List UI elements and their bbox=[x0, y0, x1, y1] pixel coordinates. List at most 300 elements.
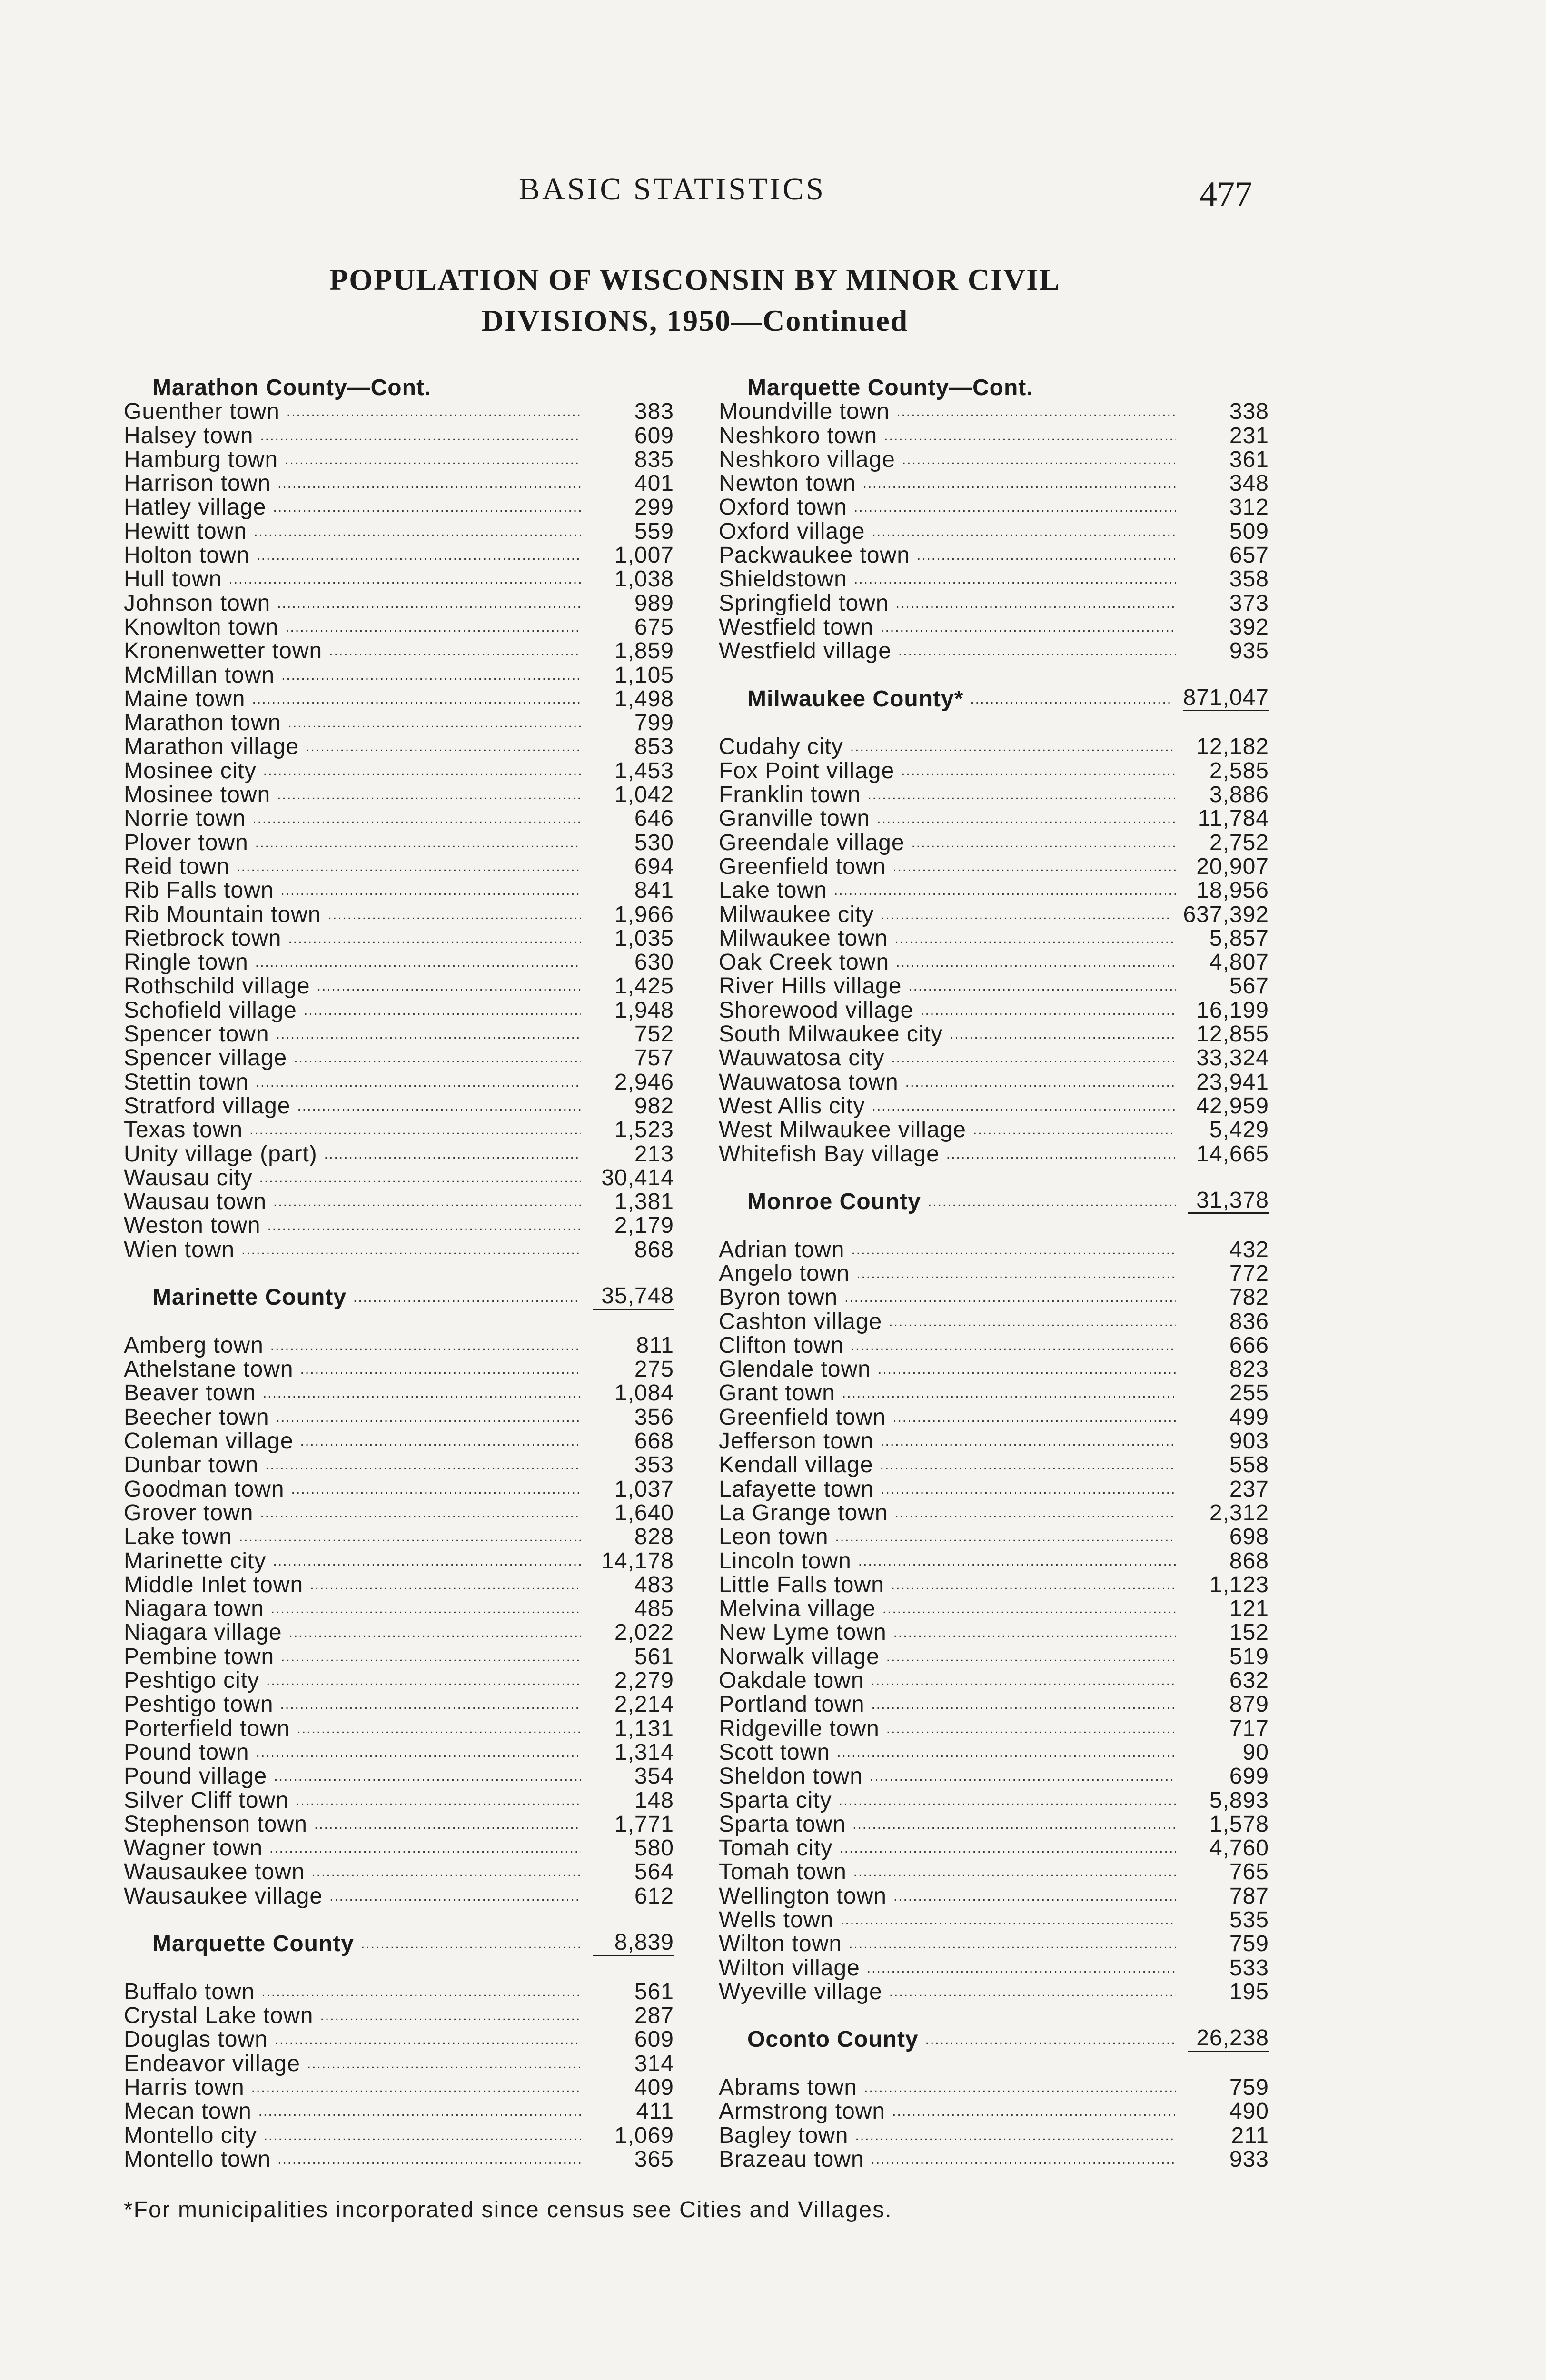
table-row bbox=[719, 879, 1269, 902]
table-row bbox=[719, 759, 1269, 783]
table-row bbox=[124, 1214, 674, 1238]
population-value: 632 bbox=[1229, 1669, 1269, 1693]
county-rows bbox=[124, 1980, 674, 2172]
municipality-name: Moundville town bbox=[719, 400, 890, 424]
dot-leader bbox=[902, 448, 1176, 472]
municipality-name: Dunbar town bbox=[124, 1453, 259, 1478]
dot-leader bbox=[872, 1693, 1176, 1716]
table-row bbox=[719, 735, 1269, 759]
municipality-name: Wausaukee village bbox=[124, 1884, 323, 1908]
population-value: 630 bbox=[634, 951, 674, 975]
population-value: 411 bbox=[636, 2100, 674, 2124]
table-row bbox=[124, 567, 674, 591]
population-value: 559 bbox=[634, 519, 674, 544]
dot-leader bbox=[281, 664, 581, 687]
dot-leader bbox=[311, 1860, 581, 1884]
dot-leader bbox=[256, 544, 581, 567]
table-row bbox=[124, 879, 674, 902]
population-value: 2,022 bbox=[614, 1621, 674, 1645]
table-row bbox=[719, 1478, 1269, 1501]
population-value: 1,069 bbox=[614, 2123, 674, 2148]
table-row bbox=[124, 735, 674, 759]
county-total: 26,238 bbox=[1188, 2028, 1269, 2052]
table-row bbox=[124, 974, 674, 998]
population-value: 392 bbox=[1229, 615, 1269, 640]
dot-leader bbox=[853, 1860, 1176, 1884]
table-row bbox=[124, 520, 674, 544]
dot-leader bbox=[912, 831, 1176, 855]
population-value: 20,907 bbox=[1196, 854, 1269, 879]
table-row bbox=[124, 1645, 674, 1669]
municipality-name: Knowlton town bbox=[124, 615, 279, 640]
municipality-name: Plover town bbox=[124, 831, 248, 855]
table-row bbox=[124, 448, 674, 472]
county-rows bbox=[719, 735, 1269, 1166]
table-row bbox=[124, 424, 674, 448]
table-row bbox=[124, 2028, 674, 2052]
population-value: 358 bbox=[1229, 567, 1269, 592]
county-rows bbox=[124, 1334, 674, 1908]
table-row bbox=[719, 615, 1269, 639]
table-row bbox=[124, 1789, 674, 1813]
population-value: 5,429 bbox=[1209, 1118, 1269, 1142]
table-row bbox=[719, 1071, 1269, 1094]
dot-leader bbox=[258, 2100, 581, 2123]
municipality-name: Wausaukee town bbox=[124, 1860, 305, 1884]
municipality-name: Lafayette town bbox=[719, 1477, 874, 1501]
dot-leader bbox=[265, 1453, 581, 1477]
municipality-name: West Allis city bbox=[719, 1094, 865, 1119]
title-line-1: POPULATION OF WISCONSIN BY MINOR CIVIL bbox=[329, 263, 1060, 297]
county-heading-marquette: Marquette County ..... 8,839 bbox=[124, 1932, 674, 1956]
municipality-name: Amberg town bbox=[124, 1333, 264, 1358]
dot-leader bbox=[920, 999, 1176, 1022]
population-value: 213 bbox=[634, 1142, 674, 1166]
municipality-name: Scott town bbox=[719, 1740, 831, 1765]
population-value: 23,941 bbox=[1196, 1070, 1269, 1094]
municipality-name: Unity village (part) bbox=[124, 1142, 317, 1166]
municipality-name: Oak Creek town bbox=[719, 951, 890, 975]
population-value: 287 bbox=[634, 2004, 674, 2028]
table-row bbox=[719, 1789, 1269, 1813]
dot-leader bbox=[892, 2100, 1176, 2123]
population-value: 483 bbox=[634, 1573, 674, 1597]
population-value: 365 bbox=[634, 2147, 674, 2172]
table-row bbox=[124, 903, 674, 927]
population-value: 1,771 bbox=[614, 1812, 674, 1837]
municipality-name: Whitefish Bay village bbox=[719, 1142, 940, 1166]
population-value: 1,966 bbox=[614, 902, 674, 927]
population-value: 759 bbox=[1229, 1932, 1269, 1956]
dot-leader bbox=[894, 927, 1176, 951]
dot-leader bbox=[306, 735, 581, 759]
population-value: 152 bbox=[1229, 1621, 1269, 1645]
dot-leader bbox=[855, 2124, 1176, 2148]
dot-leader bbox=[892, 1406, 1176, 1429]
dot-leader bbox=[891, 1573, 1176, 1597]
table-row bbox=[719, 855, 1269, 879]
municipality-name: Rothschild village bbox=[124, 974, 310, 999]
population-value: 1,948 bbox=[614, 998, 674, 1023]
table-row bbox=[124, 1741, 674, 1765]
population-value: 2,585 bbox=[1209, 759, 1269, 783]
population-value: 1,498 bbox=[614, 687, 674, 712]
dot-leader bbox=[259, 1166, 581, 1190]
population-value: 759 bbox=[1229, 2076, 1269, 2100]
title-line-2: DIVISIONS, 1950—Continued bbox=[481, 304, 909, 337]
municipality-name: La Grange town bbox=[719, 1501, 888, 1526]
municipality-name: Wausau city bbox=[124, 1166, 253, 1190]
dot-leader bbox=[871, 1669, 1176, 1693]
dot-leader bbox=[867, 1956, 1176, 1980]
dot-leader bbox=[288, 927, 581, 951]
table-row bbox=[719, 1501, 1269, 1525]
dot-leader bbox=[851, 1238, 1176, 1262]
table-row bbox=[719, 2100, 1269, 2123]
population-value: 1,381 bbox=[614, 1190, 674, 1214]
table-row bbox=[124, 1621, 674, 1645]
table-row bbox=[719, 592, 1269, 615]
population-value: 933 bbox=[1229, 2147, 1269, 2172]
dot-leader bbox=[854, 496, 1176, 519]
dot-leader bbox=[856, 1262, 1176, 1286]
table-row bbox=[719, 1573, 1269, 1597]
dot-leader bbox=[862, 472, 1176, 496]
dot-leader bbox=[896, 592, 1176, 615]
municipality-name: Westfield town bbox=[719, 615, 874, 640]
table-row bbox=[124, 472, 674, 496]
municipality-name: Sparta city bbox=[719, 1788, 832, 1813]
dot-leader bbox=[850, 735, 1176, 759]
municipality-name: Ringle town bbox=[124, 951, 248, 975]
population-value: 16,199 bbox=[1196, 998, 1269, 1023]
municipality-name: Grant town bbox=[719, 1381, 835, 1406]
table-row bbox=[719, 951, 1269, 974]
municipality-name: Wauwatosa town bbox=[719, 1070, 899, 1094]
table-row bbox=[719, 2124, 1269, 2148]
table-row bbox=[124, 1334, 674, 1358]
table-row bbox=[124, 1022, 674, 1046]
municipality-name: Kronenwetter town bbox=[124, 639, 323, 664]
dot-leader bbox=[255, 831, 581, 855]
population-value: 275 bbox=[634, 1358, 674, 1382]
population-value: 255 bbox=[1229, 1381, 1269, 1406]
dot-leader bbox=[946, 1142, 1176, 1166]
population-value: 14,665 bbox=[1196, 1142, 1269, 1166]
table-row bbox=[124, 1669, 674, 1693]
municipality-name: Hamburg town bbox=[124, 447, 278, 472]
table-row bbox=[124, 2124, 674, 2148]
dot-leader bbox=[328, 903, 581, 927]
municipality-name: Niagara town bbox=[124, 1597, 264, 1621]
municipality-name: Fox Point village bbox=[719, 759, 895, 783]
municipality-name: Peshtigo town bbox=[124, 1693, 274, 1717]
table-row bbox=[719, 903, 1269, 927]
dot-leader bbox=[268, 1214, 581, 1238]
municipality-name: Cashton village bbox=[719, 1309, 882, 1334]
municipality-name: Little Falls town bbox=[719, 1573, 884, 1597]
dot-leader bbox=[307, 2052, 581, 2076]
dot-leader bbox=[256, 1071, 581, 1094]
dot-leader bbox=[871, 2148, 1176, 2172]
table-row bbox=[719, 496, 1269, 519]
table-row bbox=[124, 1884, 674, 1908]
dot-leader bbox=[889, 1980, 1176, 2004]
dot-leader bbox=[324, 1142, 581, 1166]
population-value: 533 bbox=[1229, 1956, 1269, 1980]
county-rows bbox=[719, 1238, 1269, 2004]
municipality-name: Hull town bbox=[124, 567, 222, 592]
population-value: 499 bbox=[1229, 1405, 1269, 1430]
population-value: 231 bbox=[1229, 424, 1269, 448]
page-title bbox=[0, 259, 1390, 341]
population-value: 694 bbox=[634, 854, 674, 879]
table-row bbox=[124, 2100, 674, 2123]
table-row bbox=[719, 999, 1269, 1022]
table-row bbox=[124, 544, 674, 567]
dot-leader bbox=[840, 1908, 1176, 1932]
table-row bbox=[719, 1358, 1269, 1381]
dot-leader bbox=[273, 1190, 581, 1214]
table-row bbox=[124, 1094, 674, 1118]
table-row bbox=[124, 496, 674, 519]
dot-leader bbox=[905, 1071, 1176, 1094]
population-value: 338 bbox=[1229, 400, 1269, 424]
municipality-name: Lake town bbox=[124, 1525, 232, 1549]
municipality-name: Oxford village bbox=[719, 519, 865, 544]
county-rows bbox=[719, 400, 1269, 663]
population-value: 982 bbox=[634, 1094, 674, 1119]
table-row bbox=[719, 639, 1269, 663]
dot-leader bbox=[844, 1286, 1176, 1309]
table-row bbox=[124, 1358, 674, 1381]
municipality-name: Oakdale town bbox=[719, 1669, 864, 1693]
population-value: 935 bbox=[1229, 639, 1269, 664]
population-value: 148 bbox=[634, 1788, 674, 1813]
table-row bbox=[719, 1884, 1269, 1908]
municipality-name: Kendall village bbox=[719, 1453, 873, 1478]
population-value: 668 bbox=[634, 1429, 674, 1454]
population-value: 699 bbox=[1229, 1765, 1269, 1789]
dot-leader bbox=[973, 1118, 1176, 1142]
municipality-name: South Milwaukee city bbox=[719, 1022, 943, 1047]
population-value: 558 bbox=[1229, 1453, 1269, 1478]
table-row bbox=[124, 1693, 674, 1716]
municipality-name: Beaver town bbox=[124, 1381, 256, 1406]
table-row bbox=[124, 1381, 674, 1405]
municipality-name: Maine town bbox=[124, 687, 246, 712]
dot-leader bbox=[275, 2028, 581, 2052]
municipality-name: Mosinee city bbox=[124, 759, 257, 783]
municipality-name: Ridgeville town bbox=[719, 1716, 880, 1741]
population-value: 657 bbox=[1229, 544, 1269, 568]
county-heading-monroe: Monroe County ..... 31,378 bbox=[719, 1190, 1269, 1214]
municipality-name: Sheldon town bbox=[719, 1765, 863, 1789]
municipality-name: Neshkoro town bbox=[719, 424, 878, 448]
dot-leader bbox=[917, 544, 1176, 567]
dot-leader bbox=[239, 1525, 581, 1549]
municipality-name: Wauwatosa city bbox=[719, 1046, 885, 1071]
table-row bbox=[719, 1094, 1269, 1118]
municipality-name: Harrison town bbox=[124, 472, 271, 496]
municipality-name: Tomah town bbox=[719, 1860, 847, 1884]
municipality-name: Shieldstown bbox=[719, 567, 847, 592]
population-value: 211 bbox=[1231, 2123, 1269, 2148]
population-value: 836 bbox=[1229, 1309, 1269, 1334]
population-value: 646 bbox=[634, 807, 674, 831]
population-value: 509 bbox=[1229, 519, 1269, 544]
municipality-name: Rietbrock town bbox=[124, 926, 282, 951]
dot-leader bbox=[898, 639, 1176, 663]
dot-leader bbox=[839, 1789, 1176, 1813]
dot-leader bbox=[835, 1525, 1176, 1549]
municipality-name: Mecan town bbox=[124, 2100, 252, 2124]
dot-leader bbox=[884, 424, 1176, 448]
population-value: 1,084 bbox=[614, 1381, 674, 1406]
table-row bbox=[124, 1860, 674, 1884]
dot-leader bbox=[289, 1621, 581, 1645]
table-row bbox=[124, 711, 674, 735]
dot-leader bbox=[263, 759, 581, 783]
table-row bbox=[124, 1166, 674, 1190]
population-value: 879 bbox=[1229, 1693, 1269, 1717]
population-value: 12,855 bbox=[1196, 1022, 1269, 1047]
population-value: 12,182 bbox=[1196, 735, 1269, 759]
table-row bbox=[719, 1645, 1269, 1669]
dot-leader bbox=[271, 1597, 581, 1621]
table-row bbox=[719, 1693, 1269, 1716]
dot-leader bbox=[264, 2124, 581, 2148]
dot-leader bbox=[255, 951, 581, 974]
table-row bbox=[124, 1118, 674, 1142]
dot-leader bbox=[891, 1046, 1176, 1070]
population-value: 823 bbox=[1229, 1358, 1269, 1382]
population-value: 868 bbox=[1229, 1549, 1269, 1573]
dot-leader bbox=[261, 1980, 581, 2004]
population-value: 1,640 bbox=[614, 1501, 674, 1526]
population-value: 1,007 bbox=[614, 544, 674, 568]
population-value: 401 bbox=[634, 472, 674, 496]
table-row bbox=[124, 1980, 674, 2004]
table-row bbox=[124, 1813, 674, 1836]
population-value: 1,578 bbox=[1209, 1812, 1269, 1837]
municipality-name: Peshtigo city bbox=[124, 1669, 260, 1693]
municipality-name: Grover town bbox=[124, 1501, 254, 1526]
population-value: 717 bbox=[1229, 1716, 1269, 1741]
population-value: 356 bbox=[634, 1405, 674, 1430]
dot-leader bbox=[901, 759, 1176, 783]
population-value: 3,886 bbox=[1209, 783, 1269, 807]
municipality-name: Mosinee town bbox=[124, 783, 271, 807]
table-row bbox=[719, 783, 1269, 807]
table-row bbox=[719, 927, 1269, 951]
table-row bbox=[124, 999, 674, 1022]
county-total: 35,748 bbox=[593, 1286, 674, 1309]
municipality-name: Brazeau town bbox=[719, 2147, 864, 2172]
table-row bbox=[719, 1142, 1269, 1166]
dot-leader bbox=[878, 1358, 1176, 1381]
table-row bbox=[719, 520, 1269, 544]
dot-leader bbox=[277, 783, 581, 807]
dot-leader bbox=[310, 1573, 581, 1597]
dot-leader bbox=[893, 1884, 1176, 1908]
municipality-name: Lincoln town bbox=[719, 1549, 852, 1573]
table-row bbox=[719, 1429, 1269, 1453]
municipality-name: Porterfield town bbox=[124, 1716, 290, 1741]
population-value: 42,959 bbox=[1196, 1094, 1269, 1119]
population-value: 2,279 bbox=[614, 1669, 674, 1693]
dot-leader bbox=[228, 567, 581, 591]
table-row bbox=[124, 2076, 674, 2100]
population-value: 564 bbox=[634, 1860, 674, 1884]
table-row bbox=[124, 1501, 674, 1525]
dot-leader bbox=[285, 615, 581, 639]
municipality-name: Montello city bbox=[124, 2123, 257, 2148]
population-value: 33,324 bbox=[1196, 1046, 1269, 1071]
municipality-name: Johnson town bbox=[124, 591, 271, 615]
municipality-name: Montello town bbox=[124, 2147, 271, 2172]
population-value: 237 bbox=[1229, 1477, 1269, 1501]
municipality-name: Abrams town bbox=[719, 2076, 858, 2100]
table-row bbox=[719, 831, 1269, 855]
dot-leader bbox=[297, 1717, 581, 1741]
municipality-name: Newton town bbox=[719, 472, 856, 496]
dot-leader bbox=[277, 472, 581, 496]
population-value: 1,042 bbox=[614, 783, 674, 807]
municipality-name: Buffalo town bbox=[124, 1980, 255, 2004]
table-row bbox=[719, 1310, 1269, 1334]
dot-leader bbox=[291, 1478, 581, 1501]
dot-leader bbox=[852, 1813, 1176, 1836]
municipality-name: Halsey town bbox=[124, 424, 254, 448]
table-row bbox=[719, 472, 1269, 496]
dot-leader bbox=[280, 1693, 581, 1716]
dot-leader bbox=[300, 1429, 581, 1453]
municipality-name: Endeavor village bbox=[124, 2052, 300, 2076]
population-value: 354 bbox=[634, 1765, 674, 1789]
dot-leader bbox=[277, 2148, 581, 2172]
table-row bbox=[124, 927, 674, 951]
municipality-name: Hatley village bbox=[124, 496, 267, 520]
population-value: 1,314 bbox=[614, 1740, 674, 1765]
dot-leader bbox=[329, 639, 581, 663]
table-row bbox=[124, 1765, 674, 1788]
table-row bbox=[719, 1932, 1269, 1956]
population-value: 698 bbox=[1229, 1525, 1269, 1549]
table-row bbox=[124, 2052, 674, 2076]
table-row bbox=[719, 1286, 1269, 1309]
table-row bbox=[719, 1621, 1269, 1645]
dot-leader bbox=[276, 1406, 581, 1429]
dot-leader bbox=[277, 592, 581, 615]
table-row bbox=[719, 1022, 1269, 1046]
dot-leader bbox=[837, 1741, 1176, 1765]
population-value: 5,857 bbox=[1209, 926, 1269, 951]
municipality-name: Rib Falls town bbox=[124, 879, 274, 903]
dot-leader bbox=[296, 1789, 581, 1813]
dot-leader bbox=[254, 520, 581, 544]
table-row bbox=[124, 831, 674, 855]
table-row bbox=[719, 1956, 1269, 1980]
county-heading-oconto: Oconto County ..... 26,238 bbox=[719, 2028, 1269, 2052]
table-row bbox=[124, 1046, 674, 1070]
dot-leader bbox=[892, 855, 1176, 879]
dot-leader bbox=[314, 1813, 581, 1836]
municipality-name: Guenther town bbox=[124, 400, 280, 424]
table-row bbox=[124, 1597, 674, 1621]
table-row bbox=[124, 1142, 674, 1166]
population-value: 828 bbox=[634, 1525, 674, 1549]
